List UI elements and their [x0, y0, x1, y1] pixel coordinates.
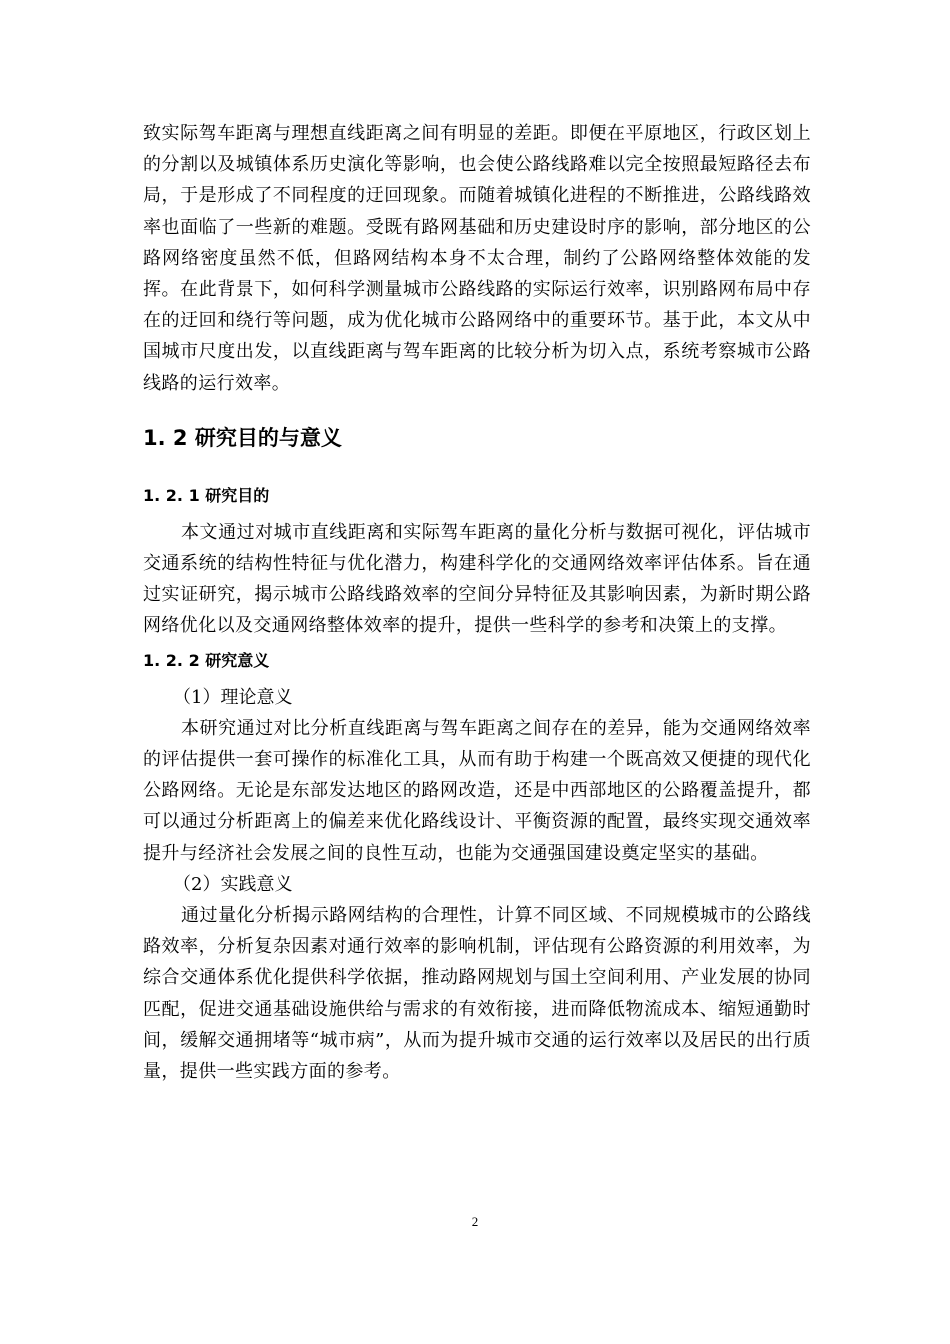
subsection-heading-1-2-1: 1. 2. 1 研究目的: [143, 485, 270, 505]
theory-paragraph: 本研究通过对比分析直线距离与驾车距离之间存在的差异，能为交通网络效率的评估提供一套可操作的标准化工具，从而有助于构建一个既高效又便捷的现代化公路网络。无论是东部发达地区的路网改造，还是中西部地区的公路覆盖提升，都可以通过分析距离上的偏差来优化路线设计、平衡资源的配置，最终实现交通效率提升与经济社会发展之间的良性互动，也能为交通强国建设奠定坚实的基础。: [143, 717, 811, 864]
practice-label: （2）实践意义: [173, 873, 293, 895]
section-heading-1-2: 1. 2 研究目的与意义: [143, 425, 342, 450]
purpose-paragraph: 本文通过对城市直线距离和实际驾车距离的量化分析与数据可视化，评估城市交通系统的结构性特征与优化潜力，构建科学化的交通网络效率评估体系。旨在通过实证研究，揭示城市公路线路效率的空间分异特征及其影响因素，为新时期公路网络优化以及交通网络整体效率的提升，提供一些科学的参考和决策上的支撑。: [143, 521, 811, 637]
subsection-heading-1-2-2: 1. 2. 2 研究意义: [143, 650, 270, 670]
intro-paragraph: 致实际驾车距离与理想直线距离之间有明显的差距。即便在平原地区，行政区划上的分割以及城镇体系历史演化等影响，也会使公路线路难以完全按照最短路径去布局，于是形成了不同程度的迂回现象。而随着城镇化进程的不断推进，公路线路效率也面临了一些新的难题。受既有路网基础和历史建设时序的影响，部分地区的公路网络密度虽然不低，但路网结构本身不太合理，制约了公路网络整体效能的发挥。在此背景下，如何科学测量城市公路线路的实际运行效率，识别路网布局中存在的迂回和绕行等问题，成为优化城市公路网络中的重要环节。基于此，本文从中国城市尺度出发，以直线距离与驾车距离的比较分析为切入点，系统考察城市公路线路的运行效率。: [143, 123, 811, 394]
practice-paragraph: 通过量化分析揭示路网结构的合理性，计算不同区域、不同规模城市的公路线路效率，分析复杂因素对通行效率的影响机制，评估现有公路资源的利用效率，为综合交通体系优化提供科学依据，推动路网规划与国土空间利用、产业发展的协同匹配，促进交通基础设施供给与需求的有效衔接，进而降低物流成本、缩短通勤时间，缓解交通拥堵等“城市病”，从而为提升城市交通的运行效率以及居民的出行质量，提供一些实践方面的参考。: [143, 905, 811, 1083]
theory-label: （1）理论意义: [173, 686, 293, 708]
page-number: 2: [471, 1214, 479, 1229]
page-content: [143, 118, 811, 1087]
